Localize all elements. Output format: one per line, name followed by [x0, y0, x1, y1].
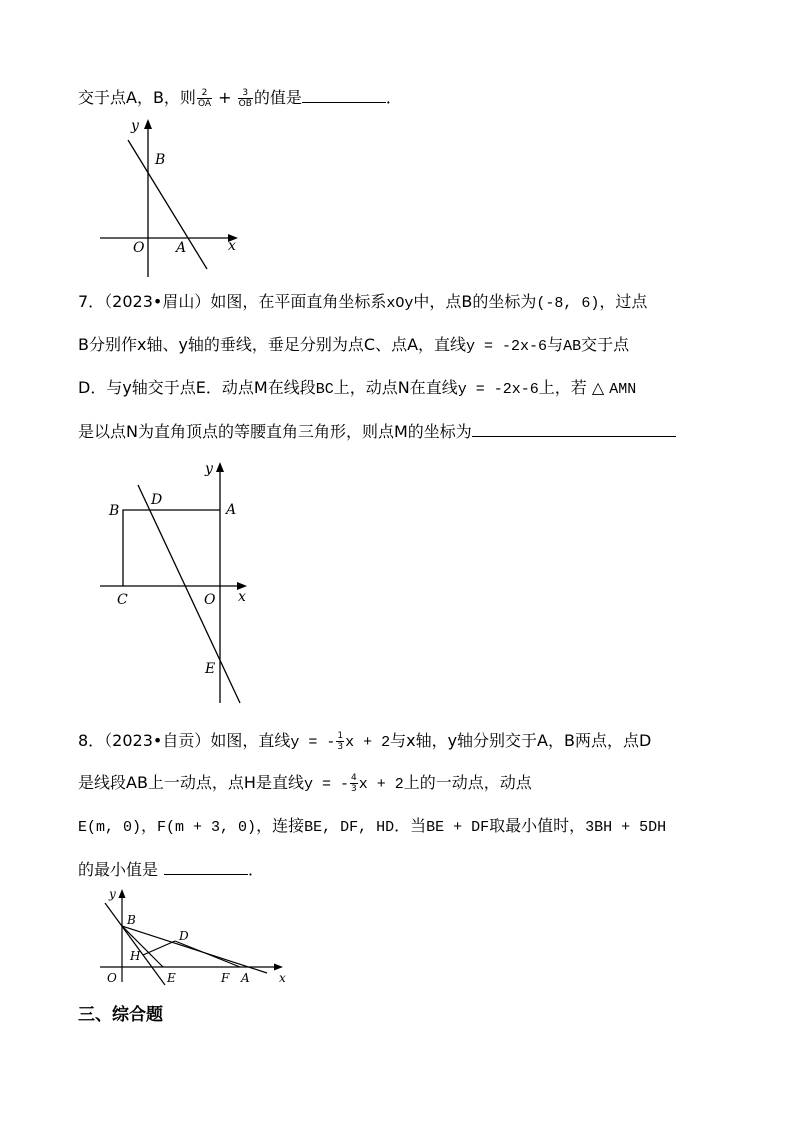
q7-line-4: 是以点N为直角顶点的等腰直角三角形，则点M的坐标为: [78, 420, 676, 442]
q6-fraction-2: $\frac{3}{OB}$: [238, 88, 252, 109]
q8-figure: [95, 882, 295, 992]
q7-label-y: y: [205, 461, 213, 477]
q8-label-F: F: [221, 971, 230, 985]
q6-label-B: B: [155, 152, 166, 168]
q6-answer-blank: [302, 86, 386, 103]
q7-line-2: B分别作x轴、y轴的垂线，垂足分别为点C、点A，直线y = -2x-6与AB交于点: [78, 335, 630, 355]
q6-figure: [95, 112, 255, 282]
q7-label-O: O: [204, 592, 216, 608]
q6-label-y: y: [131, 118, 139, 134]
q8-line-AB: [122, 926, 267, 973]
q7-label-x: x: [238, 589, 246, 605]
q6-text-after: 的值是: [253, 88, 302, 107]
q7-label-D: D: [151, 492, 163, 508]
q8-fraction-1: $\frac{1}{3}$: [337, 731, 344, 752]
q8-label-x: x: [279, 971, 286, 985]
q8-answer-blank: [164, 858, 248, 875]
q7-label-B: B: [109, 503, 120, 519]
q8-label-B: B: [127, 913, 136, 927]
q8-label-O: O: [107, 971, 117, 985]
q7-line: [138, 485, 240, 703]
q6-fraction-1: $\frac{2}{OA}$: [197, 88, 212, 109]
q7-label-C: C: [117, 592, 128, 608]
q8-line-4: 的最小值是 ．: [78, 860, 265, 879]
q6-y-arrow: [144, 119, 152, 129]
q7-label-E: E: [205, 661, 216, 677]
q8-x-arrow: [274, 964, 283, 971]
q8-label-H: H: [130, 949, 141, 963]
q8-label-E: E: [167, 971, 176, 985]
q8-line-1: 8．（2023•自贡）如图，直线y = - $\frac{1}{3}$ x + 2与x轴，y轴分别交于A，B两点，点D: [78, 731, 652, 752]
q7-rectangle: [123, 510, 220, 586]
q7-label-A: A: [226, 502, 237, 518]
q8-segment-DF: [175, 941, 240, 967]
q7-figure: [95, 455, 265, 715]
q8-label-y: y: [109, 887, 116, 901]
q8-y-arrow: [119, 889, 126, 898]
q8-label-D: D: [179, 929, 189, 943]
q7-line-3: D．与y轴交于点E．动点M在线段BC上，动点N在直线y = -2x-6上，若 △ AMN: [78, 378, 637, 398]
q6-label-x: x: [228, 238, 236, 254]
q8-segment-HD: [143, 941, 175, 955]
q6-label-A: A: [176, 240, 187, 256]
q7-answer-blank: [472, 420, 676, 437]
section-heading: 三、综合题: [78, 1005, 163, 1025]
q8-label-A: A: [241, 971, 250, 985]
q6-label-O: O: [133, 240, 145, 256]
q6-text-before: 交于点A，B，则: [78, 88, 196, 107]
q6-text-line: 交于点A，B，则 $\frac{2}{OA}$ + $\frac{3}{OB}$ 的值是 ．: [78, 88, 402, 109]
q8-line-2: 是线段AB上一动点，点H是直线y = - $\frac{4}{3}$ x + 2上的一动点，动点: [78, 773, 532, 794]
q7-line-1: 7．（2023•眉山）如图，在平面直角坐标系xOy中，点B的坐标为(-8, 6)，过点: [78, 292, 648, 312]
q7-y-arrow: [216, 462, 224, 472]
q8-fraction-2: $\frac{4}{3}$: [350, 773, 357, 794]
q8-line-3: E(m, 0)，F(m + 3, 0)，连接BE, DF, HD．当BE + DF取最小值时，3BH + 5DH: [78, 816, 667, 836]
